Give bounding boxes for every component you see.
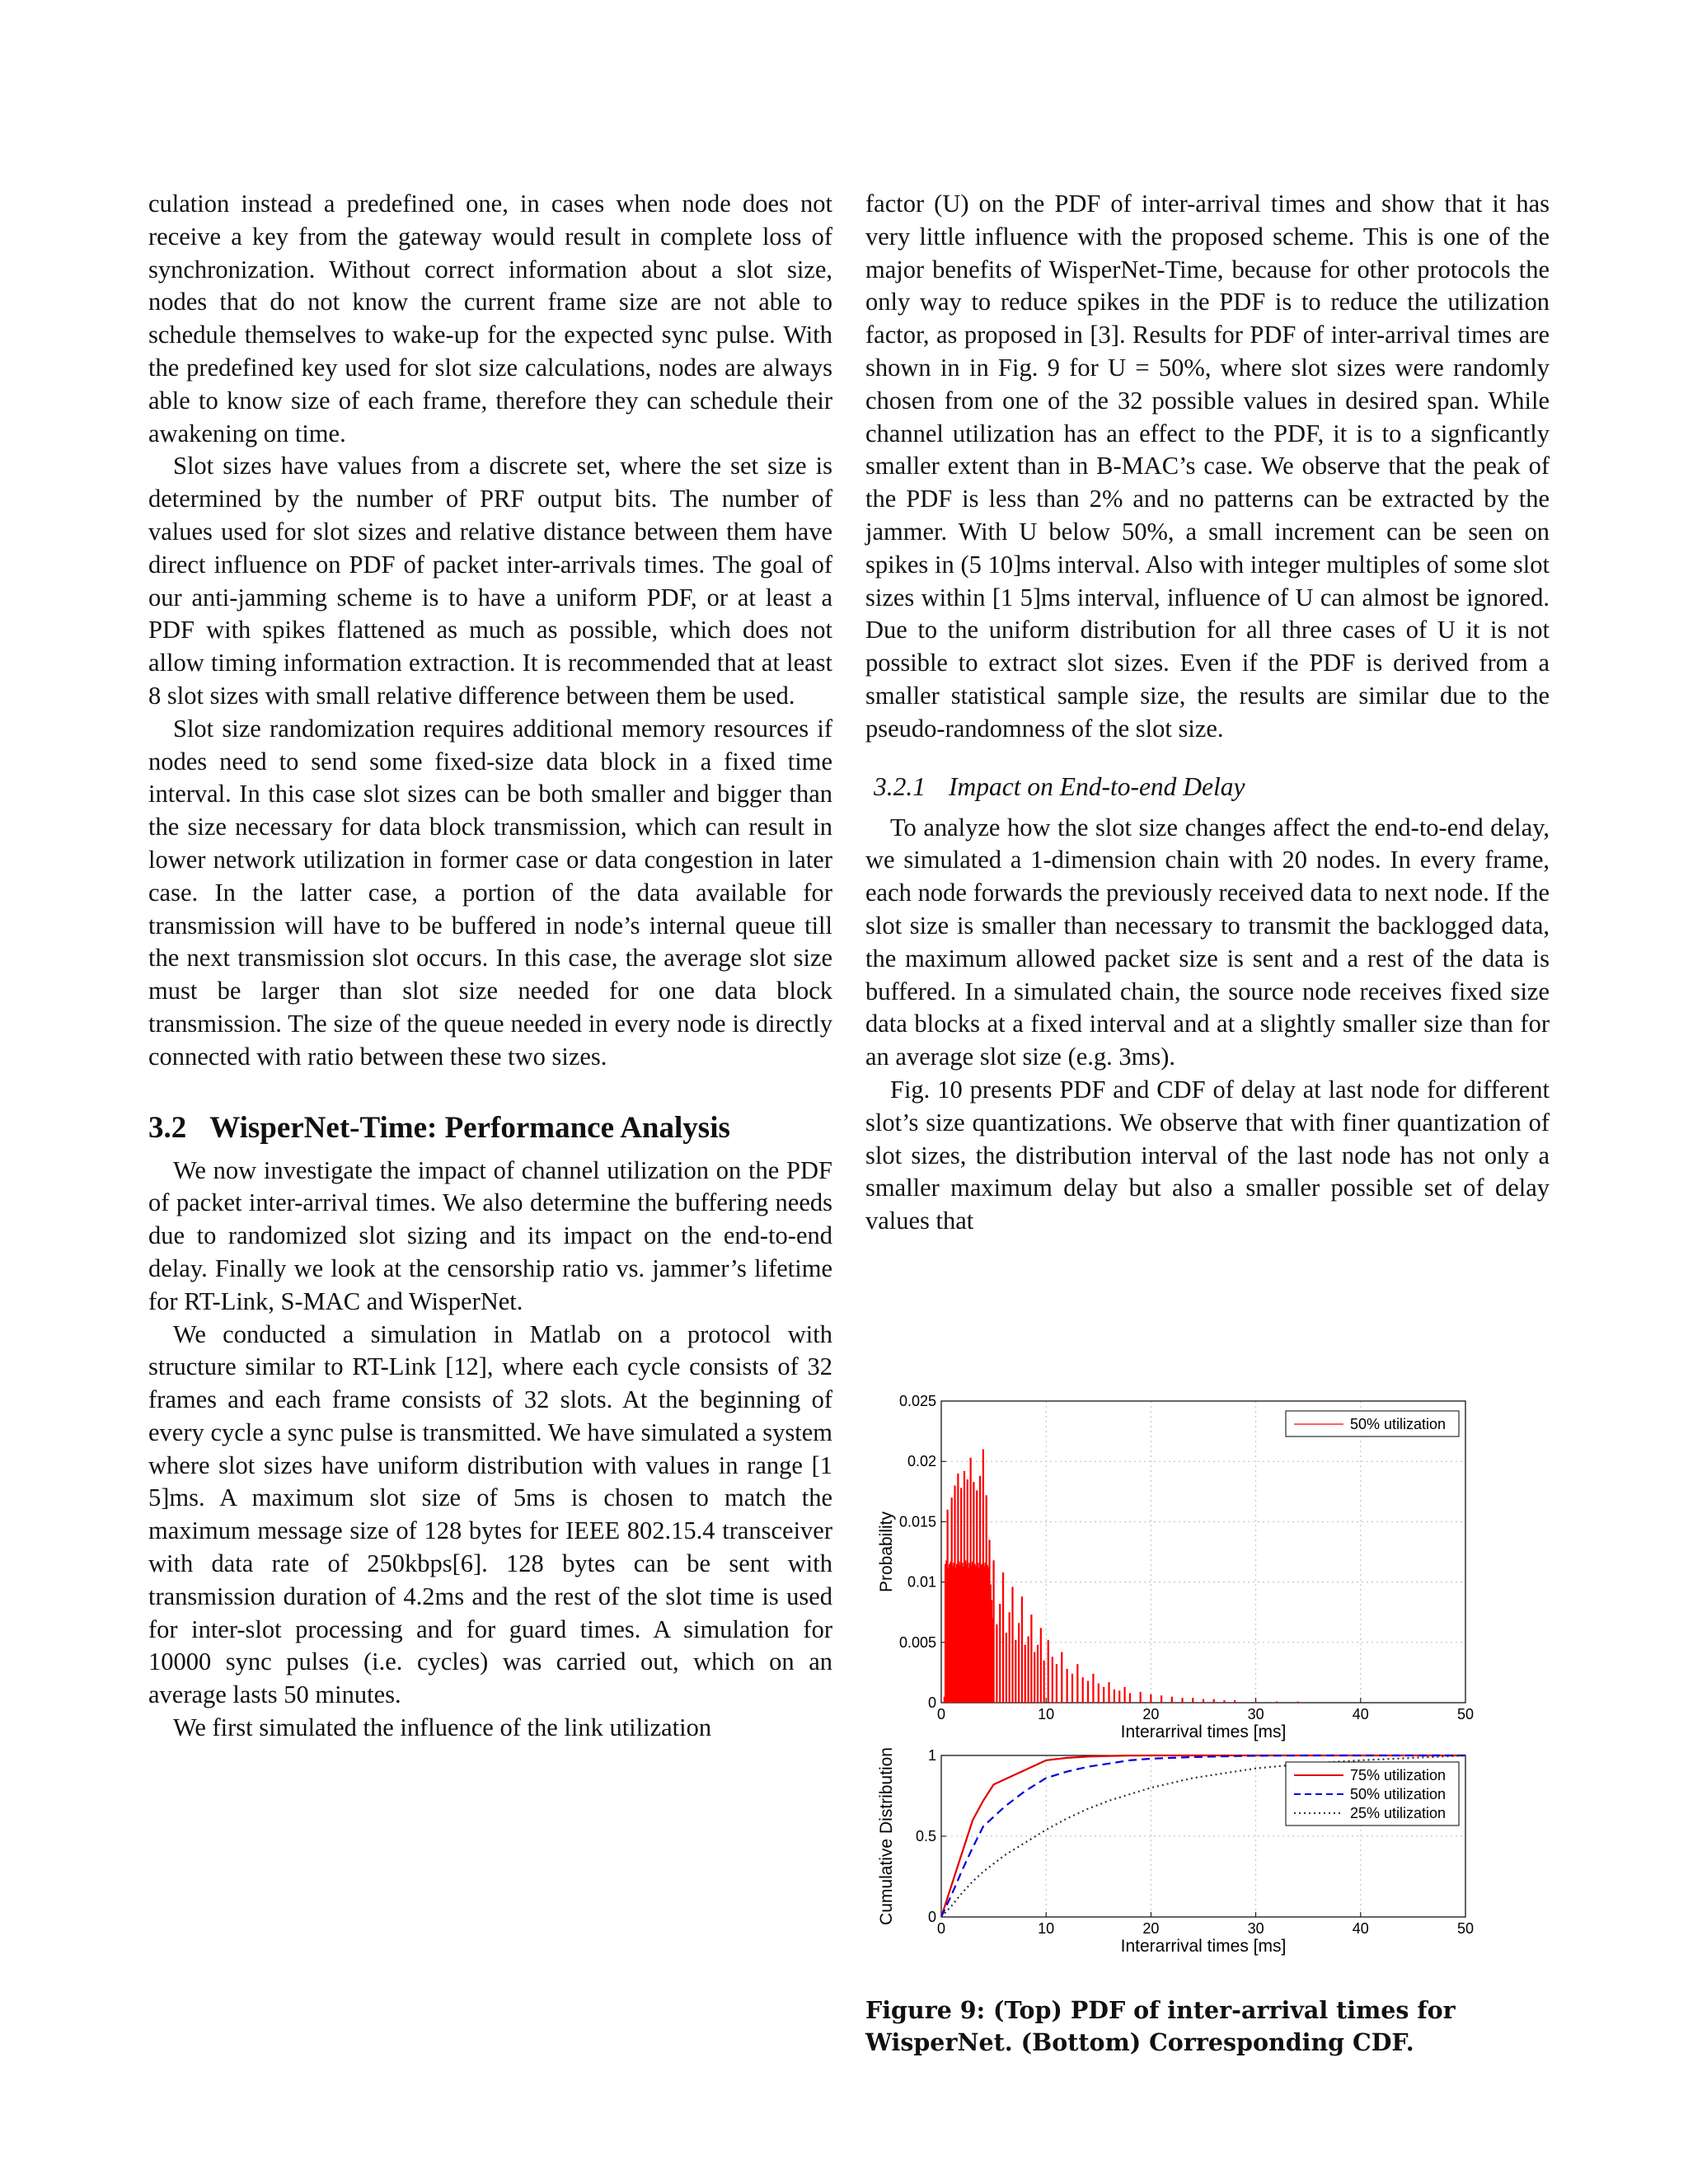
y-tick-label: 0.025 (898, 1393, 936, 1409)
legend-label: 75% utilization (1350, 1767, 1447, 1783)
legend-label: 50% utilization (1350, 1786, 1447, 1802)
section-heading (148, 1110, 832, 1146)
x-tick-label: 50 (1456, 1706, 1475, 1722)
pdf-chart (865, 1393, 1550, 1747)
y-axis-label: Probability (877, 1511, 896, 1593)
x-tick-label: 30 (1247, 1920, 1264, 1937)
x-tick-label: 10 (1038, 1920, 1055, 1937)
plot-area (941, 1401, 1465, 1703)
y-tick-label: 0 (927, 1909, 936, 1925)
paragraph: factor (U) on the PDF of inter-arrival times and show that it has very little influence with the proposed scheme. This is one of the major benefits of WisperNet-Time, because for other protocols the only way to reduce spikes in the PDF is to reduce the utilization factor, as proposed in [3]. Results for PDF of inter-arrival times are shown in in Fig. 9 for U = 50%, where slot sizes were randomly chosen from one of the 32 possible values in desired span. While channel utilization has an effect to the PDF, it is to a signficantly smaller extent than in B-MAC’s case. We observe that the peak of the PDF is less than 2% and no patterns can be extracted by the jammer. With U below 50%, a small increment can be seen on spikes in (5 10]ms interval. Also with integer multiples of some slot sizes within [1 5]ms interval, influence of U can almost be ignored. Due to the uniform distribution for all three cases of U it is not possible to extract slot sizes. Even if the PDF is derived from a smaller statistical sample size, the results are similar due to the pseudo-randomness of the slot size. (865, 190, 1550, 743)
paragraph: culation instead a predefined one, in cases when node does not receive a key from the gateway would result in complete loss of synchronization. Without correct information about a slot size, nodes that do not know the current frame size are not able to schedule themselves to wake-up for the expected sync pulse. With the predefined key used for slot size calculations, nodes are always able to know size of each frame, therefore they can schedule their awakening on time. (148, 190, 832, 448)
x-tick-label: 50 (1456, 1920, 1475, 1937)
paragraph: To analyze how the slot size changes affect the end-to-end delay, we simulated a 1-dimension chain with 20 nodes. In every frame, each node forwards the previously received data to next node. If the slot size is smaller than necessary to transmit the backlogged data, the maximum allowed packet size is sent and a rest of the data is buffered. In a simulated chain, the source node receives fixed size data blocks at a fixed interval and at a slightly smaller size than for an average slot size (e.g. 3ms). (865, 813, 1550, 1071)
paragraph: We now investigate the impact of channel utilization on the PDF of packet inter-arrival times. We also determine the buffering needs due to randomized slot sizing and its impact on the end-to-end delay. Finally we look at the censorship ratio vs. jammer’s lifetime for RT-Link, S-MAC and WisperNet. (148, 1155, 832, 1315)
y-tick-label: 0 (927, 1694, 936, 1711)
y-tick-label: 0.02 (907, 1453, 936, 1470)
x-tick-label: 0 (936, 1920, 946, 1937)
y-tick-label: 0.005 (898, 1633, 936, 1651)
x-tick-label: 0 (936, 1706, 946, 1722)
x-axis-label: Interarrival times [ms] (1120, 1937, 1287, 1956)
subsection-number: 3.2.1 (874, 771, 926, 801)
right-column (865, 188, 1550, 1238)
cdf-chart (865, 1747, 1550, 1970)
subsection-heading (874, 771, 1550, 804)
figure-9 (865, 1393, 1550, 1970)
x-tick-label: 30 (1247, 1706, 1264, 1722)
paragraph: Fig. 10 presents PDF and CDF of delay at last node for different slot’s size quantizations. We observe that with finer quantization of slot sizes, the distribution interval of the last node has not only a smaller maximum delay but also a smaller possible set of delay values that (865, 1075, 1550, 1235)
left-column (148, 188, 832, 1745)
legend-label: 50% utilization (1350, 1416, 1447, 1432)
paragraph: Slot size randomization requires additional memory resources if nodes need to send some fixed-size data block in a fixed time interval. In this case slot sizes can be both smaller and bigger than the size necessary for data block transmission, which can result in lower network utilization in former case or data congestion in later case. In the latter case, a portion of the data available for transmission will have to be buffered in node’s internal queue till the next transmission slot occurs. In this case, the average slot size must be larger than slot size needed for one data block transmission. The size of the queue needed in every node is directly connected with ratio between these two sizes. (148, 714, 832, 1071)
legend-label: 25% utilization (1350, 1805, 1447, 1821)
y-tick-label: 0.01 (907, 1573, 936, 1591)
paragraph: Slot sizes have values from a discrete set, where the set size is determined by the number of PRF output bits. The number of values used for slot sizes and relative distance between them have direct influence on PDF of packet inter-arrivals times. The goal of our anti-jamming scheme is to have a uniform PDF, or at least a PDF with spikes flattened as much as possible, which does not allow timing information extraction. It is recommended that at least 8 slot sizes with small relative difference between them be used. (148, 452, 832, 710)
section-title: WisperNet-Time: Performance Analysis (209, 1110, 730, 1145)
y-axis-label: Cumulative Distribution (877, 1747, 896, 1925)
paragraph: We first simulated the influence of the link utilization (173, 1713, 712, 1742)
figure-caption: Figure 9: (Top) PDF of inter-arrival times for WisperNet. (Bottom) Corresponding CDF. (865, 1996, 1456, 2056)
x-tick-label: 20 (1142, 1920, 1160, 1937)
y-tick-label: 0.015 (898, 1513, 936, 1530)
paragraph: We conducted a simulation in Matlab on a protocol with structure similar to RT-Link [12], where each cycle consists of 32 frames and each frame consists of 32 slots. At the beginning of every cycle a sync pulse is transmitted. We have simulated a system where slot sizes have uniform distribution with values in range [1 5]ms. A maximum slot size of 5ms is chosen to match the maximum message size of 128 bytes for IEEE 802.15.4 transceiver with data rate of 250kbps[6]. 128 bytes can be sent with transmission duration of 4.2ms and the rest of the slot time is used for inter-slot processing and for guard times. A simulation for 10000 sync pulses (i.e. cycles) was carried out, which on an average lasts 50 minutes. (148, 1319, 832, 1709)
x-tick-label: 20 (1142, 1706, 1160, 1722)
x-tick-label: 10 (1038, 1706, 1055, 1722)
y-tick-label: 1 (927, 1747, 936, 1764)
y-tick-label: 0.5 (915, 1828, 936, 1844)
x-axis-label: Interarrival times [ms] (1120, 1722, 1287, 1741)
subsection-title: Impact on End-to-end Delay (949, 771, 1245, 801)
x-tick-label: 40 (1352, 1706, 1369, 1722)
x-tick-label: 40 (1352, 1920, 1369, 1937)
section-number: 3.2 (148, 1110, 187, 1145)
